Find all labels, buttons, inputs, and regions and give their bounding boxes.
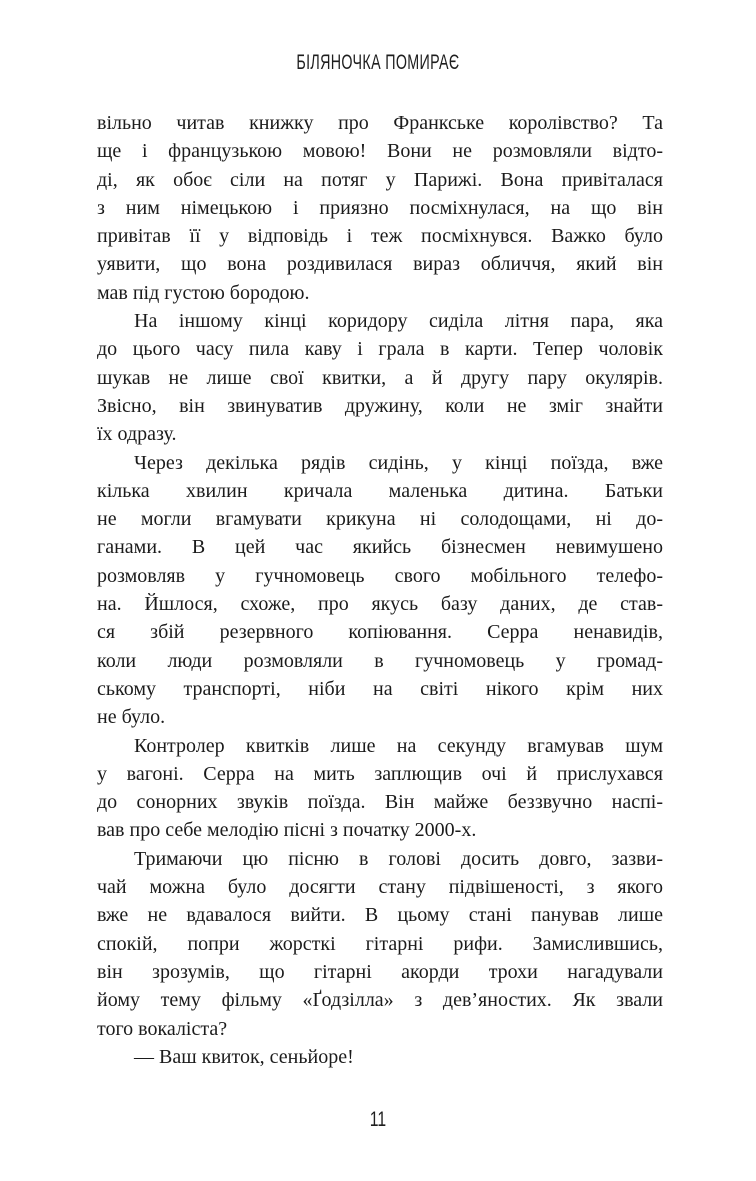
text-line: шукав не лише свої квитки, а й другу пару окулярів. (97, 366, 663, 389)
text-line: розмовляв у гучномовець свого мобільного телефо- (97, 564, 663, 587)
paragraph (97, 732, 663, 845)
paragraph (97, 109, 663, 307)
body-text (97, 109, 663, 1071)
text-line: На іншому кінці коридору сиділа літня пара, яка (134, 310, 663, 333)
text-line: Звісно, він звинуватив дружину, коли не зміг знайти (97, 394, 663, 417)
text-line: ся збій резервного копіювання. Серра ненавидів, (97, 621, 663, 644)
text-line: вільно читав книжку про Франкське королівство? Та (97, 112, 663, 134)
text-line: Через декілька рядів сидінь, у кінці поїзда, вже (134, 451, 663, 474)
text-line: кілька хвилин кричала маленька дитина. Батьки (97, 479, 663, 502)
text-line: з ним німецькою і приязно посміхнулася, на що він (97, 196, 663, 219)
text-line: спокій, попри жорсткі гітарні рифи. Замислившись, (97, 932, 663, 955)
text-line: до цього часу пила каву і грала в карти. Тепер чоловік (97, 338, 663, 361)
text-line: привітав її у відповідь і теж посміхнувся. Важко було (97, 225, 663, 248)
text-line: вав про себе мелодію пісні з початку 2000-х. (97, 819, 477, 842)
text-line: — Ваш квиток, сеньйоре! (134, 1045, 354, 1068)
paragraph (97, 449, 663, 732)
text-line: не могли вгамувати крикуна ні солодощами, ні до- (97, 508, 663, 531)
text-line: на. Йшлося, схоже, про якусь базу даних, де став- (97, 593, 663, 616)
text-line: того вокаліста? (97, 1017, 228, 1040)
text-line: мав під густою бородою. (97, 281, 310, 304)
text-line: коли люди розмовляли в гучномовець у громад- (97, 649, 663, 672)
page-number: 11 (369, 1108, 387, 1131)
text-line: не було. (97, 706, 166, 729)
text-line: ському транспорті, ніби на світі нікого крім них (97, 677, 663, 700)
paragraph (97, 845, 663, 1043)
text-line: вже не вдавалося вийти. В цьому стані панував лише (97, 904, 663, 927)
book-title: БІЛЯНОЧКА ПОМИРАЄ (296, 51, 460, 74)
text-line: уявити, що вона роздивилася вираз обличчя, який він (97, 253, 663, 276)
text-line: ді, як обоє сіли на потяг у Парижі. Вона привіталася (97, 168, 663, 191)
running-header (0, 51, 756, 75)
text-line: їх одразу. (97, 423, 177, 446)
text-line: чай можна було досягти стану підвішеності, з якого (97, 876, 663, 899)
paragraph (97, 307, 663, 448)
text-line: до сонорних звуків поїзда. Він майже беззвучно наспі- (97, 791, 663, 814)
text-line: Контролер квитків лише на секунду вгамував шум (134, 734, 663, 757)
text-line: ганами. В цей час якийсь бізнесмен невимушено (97, 536, 663, 559)
text-line: він зрозумів, що гітарні акорди трохи нагадували (97, 960, 663, 983)
text-line: йому тему фільму «Ґодзілла» з дев’яностих. Як звали (97, 989, 663, 1012)
text-line: ще і французькою мовою! Вони не розмовляли відто- (97, 140, 663, 163)
page-footer (0, 1108, 756, 1132)
text-line: Тримаючи цю пісню в голові досить довго, зазви- (134, 847, 663, 870)
paragraph (97, 1043, 663, 1071)
text-line: у вагоні. Серра на мить заплющив очі й прислухався (97, 762, 663, 785)
